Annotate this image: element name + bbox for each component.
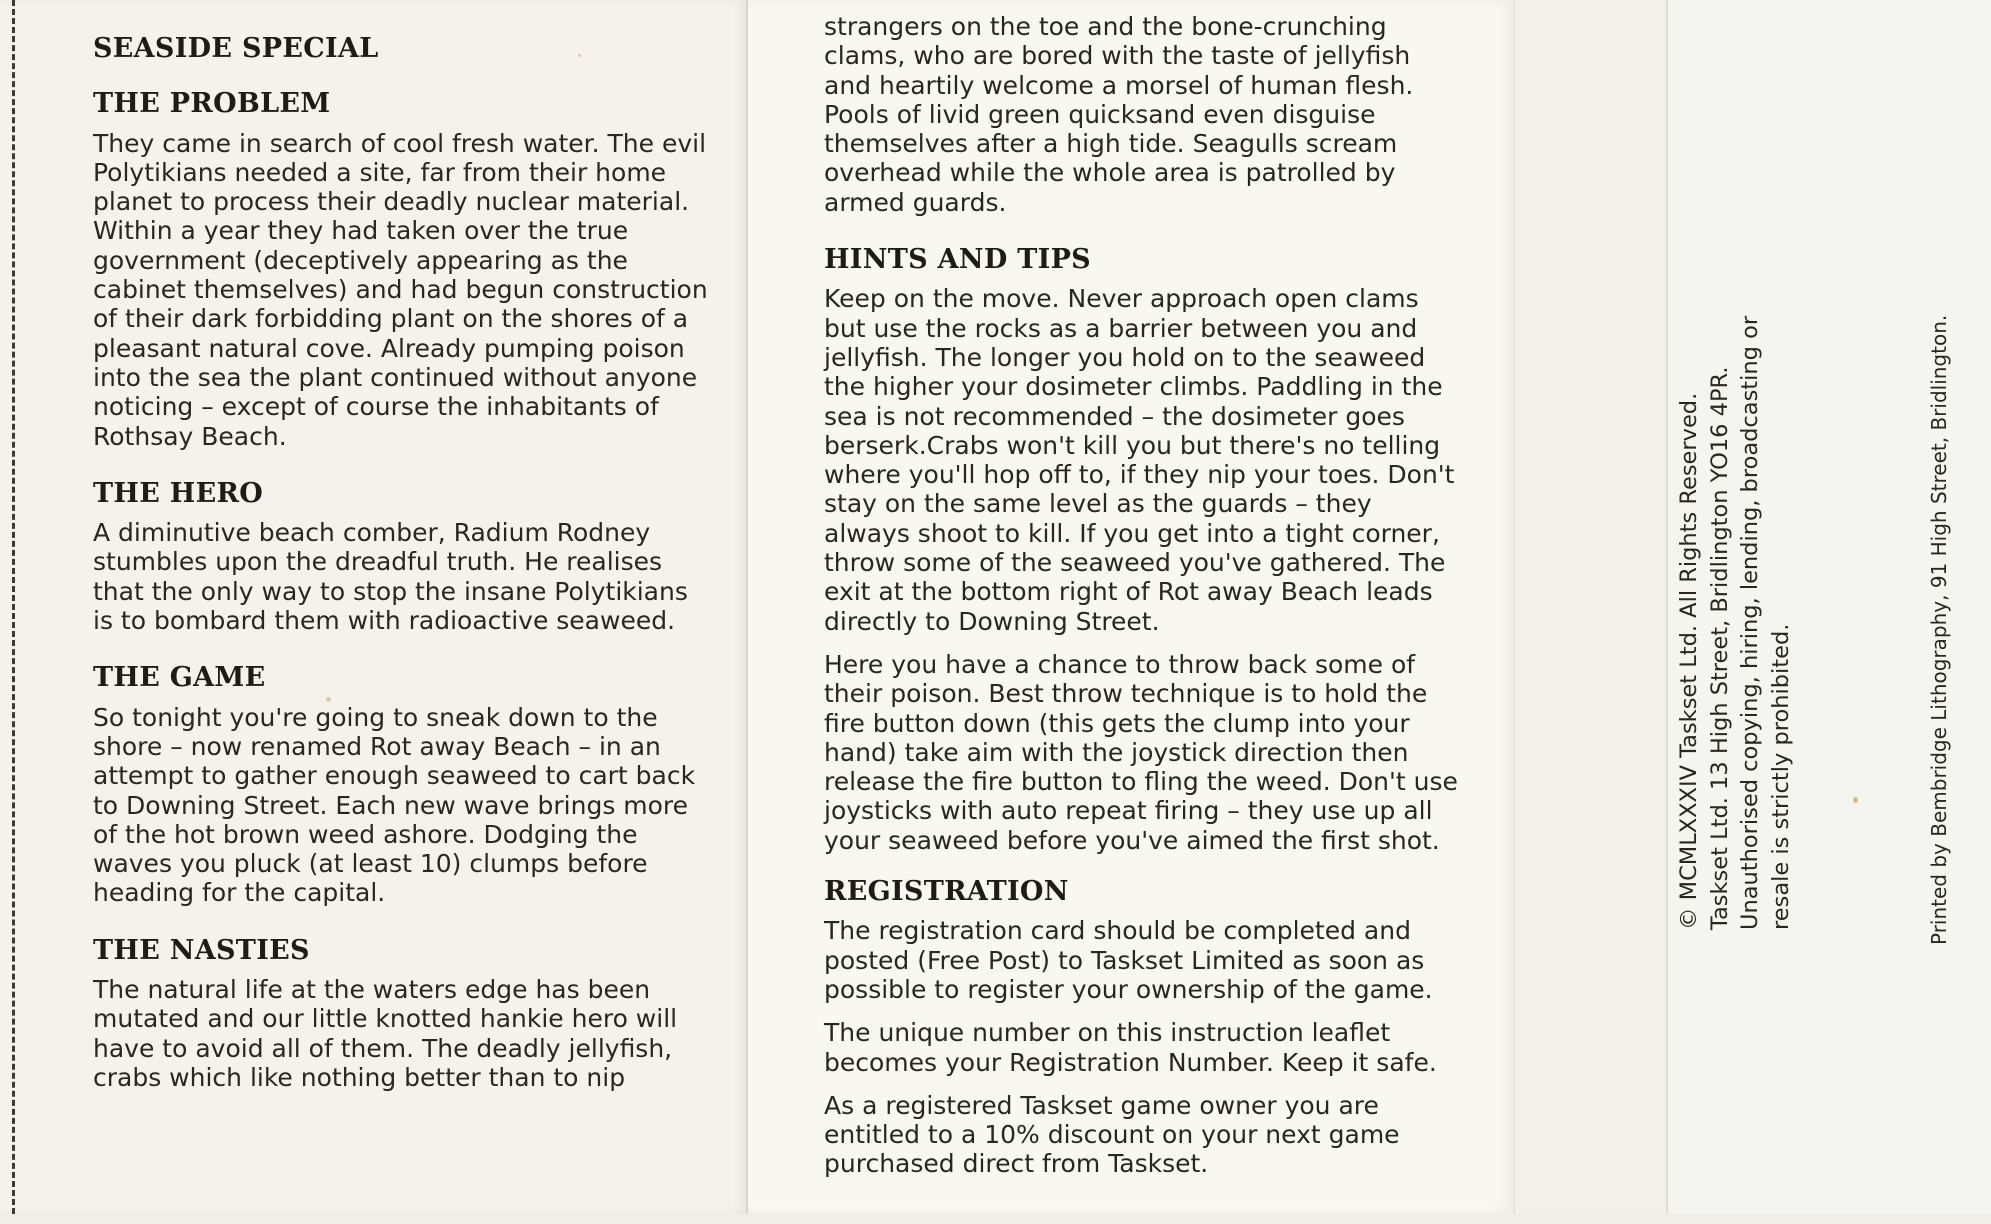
copyright-line: © MCMLXXXIV Taskset Ltd. All Rights Reserved. (1676, 392, 1702, 930)
text-registration-2: The unique number on this instruction leaflet becomes your Registration Number. Keep it safe. (824, 1018, 1437, 1077)
printer-credit (1924, 315, 1955, 945)
heading-registration: REGISTRATION (824, 876, 1069, 908)
text-the-hero: A diminutive beach comber, Radium Rodney stumbles upon the dreadful truth. He realises that the only way to stop the insane Polytikians is to bombard them with radioactive seaweed. (93, 518, 688, 636)
heading-hints-and-tips: HINTS AND TIPS (824, 244, 1091, 276)
text-nasties-continued: strangers on the toe and the bone-crunching clams, who are bored with the taste of jellyfish and heartily welcome a morsel of human flesh. Pools of livid green quicksand even disguise themselves after a high tide. Seagulls scream overhead while the whole area is patrolled by armed guards. (824, 12, 1414, 217)
copyright-block (1674, 316, 1796, 930)
blank-flap (1514, 0, 1666, 1214)
left-column (93, 34, 713, 1092)
text-hints-2: Here you have a chance to throw back some of their poison. Best throw technique is to hold the fire button down (this gets the clump into your hand) take aim with the joystick direction then release the fire button to fling the weed. Don't use joysticks with auto repeat firing – they use up all your seaweed before you've aimed the first shot. (824, 649, 1458, 855)
text-registration-1: The registration card should be completed and posted (Free Post) to Taskset Limited as soon as possible to register your ownership of the game. (824, 916, 1433, 1004)
paper-speck (1853, 797, 1858, 803)
text-the-game: So tonight you're going to sneak down to the shore – now renamed Rot away Beach – in an attempt to gather enough seaweed to cart back to Downing Street. Each new wave brings more of the hot brown weed ashore. Dodging the waves you pluck (at least 10) clumps before heading for the capital. (93, 702, 696, 908)
heading-the-problem: THE PROBLEM (93, 88, 331, 120)
copyright-line: Taskset Ltd. 13 High Street, Bridlington YO16 4PR. (1706, 366, 1733, 930)
paper-speck (578, 54, 581, 57)
paper-speck (326, 697, 331, 702)
middle-column (824, 12, 1464, 1179)
left-panel (0, 0, 748, 1214)
middle-panel (748, 0, 1514, 1214)
heading-the-hero: THE HERO (93, 477, 264, 509)
perforated-edge (12, 0, 18, 1214)
copyright-line: resale is strictly prohibited. (1767, 623, 1794, 930)
text-the-problem: They came in search of cool fresh water. The evil Polytikians needed a site, far from their home planet to process their deadly nuclear material. Within a year they had taken over the true government (deceptively appearing as the cabinet themselves) and had begun construction of their dark forbidding plant on the shores of a pleasant natural cove. Already pumping poison into the sea the plant continued without anyone noticing – except of course the inhabitants of Rothsay Beach. (93, 128, 708, 451)
heading-the-game: THE GAME (93, 662, 266, 694)
document-title: SEASIDE SPECIAL (93, 33, 379, 64)
printer-line: Printed by Bembridge Lithography, 91 High Street, Bridlington. (1927, 314, 1951, 945)
text-the-nasties: The natural life at the waters edge has been mutated and our little knotted hankie hero will have to avoid all of them. The deadly jellyfish, crabs which like nothing better than to nip (93, 975, 678, 1092)
copyright-line: Unauthorised copying, hiring, lending, broadcasting or (1737, 315, 1763, 930)
heading-the-nasties: THE NASTIES (93, 934, 310, 966)
text-registration-3: As a registered Taskset game owner you are entitled to a 10% discount on your next game purchased direct from Taskset. (824, 1090, 1400, 1179)
text-hints-1: Keep on the move. Never approach open clams but use the rocks as a barrier between you and jellyfish. The longer you hold on to the seaweed the higher your dosimeter climbs. Paddling in the sea is not recommended – the dosimeter goes berserk.Crabs won't kill you but there's no telling where you'll hop off to, if they nip your toes. Don't stay on the same level as the guards – they always shoot to kill. If you get into a tight corner, throw some of the seaweed you've gathered. The exit at the bottom right of Rot away Beach leads directly to Downing Street. (824, 284, 1455, 636)
